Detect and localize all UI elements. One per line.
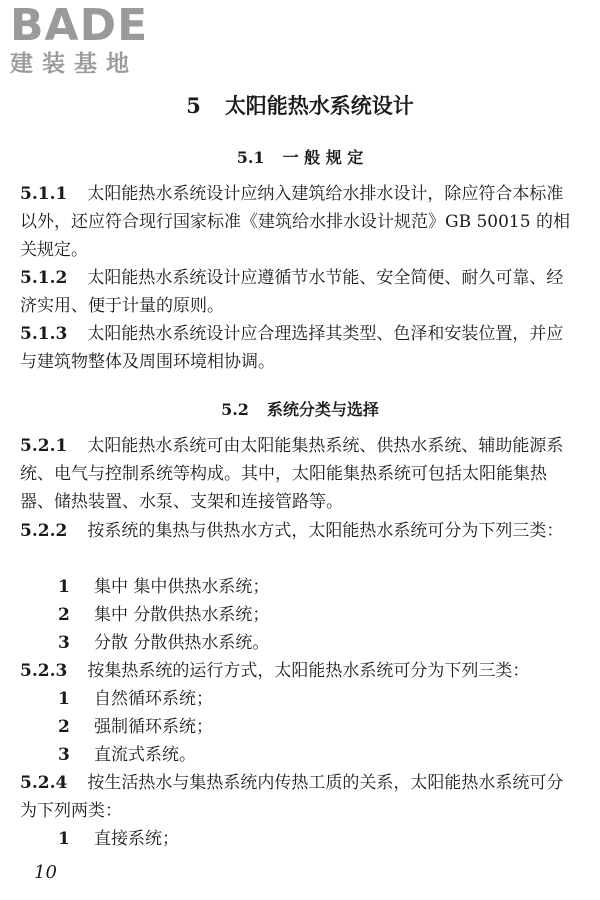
list-item-text: 分散 分散供热水系统。: [94, 633, 270, 653]
clause-5-1-2: [20, 264, 580, 320]
clause-text: 按系统的集热与供热水方式，太阳能热水系统可分为下列三类：: [87, 521, 564, 541]
list-item: [58, 573, 269, 601]
clause-5-1-3: [20, 320, 580, 376]
list-item-number: 1: [58, 689, 70, 709]
clause-5-2-3: [20, 657, 580, 685]
clause-number: 5.1.2: [20, 268, 68, 288]
list-item-number: 2: [58, 717, 70, 737]
chapter-number: 5: [186, 93, 201, 118]
section-heading-5-1: [0, 145, 600, 168]
list-item-text: 直接系统；: [94, 829, 179, 849]
clause-text: 太阳能热水系统设计应遵循节水节能、安全简便、耐久可靠、经济实用、便于计量的原则。: [20, 268, 564, 316]
clause-number: 5.1.3: [20, 324, 68, 344]
section-heading-5-2: [0, 397, 600, 420]
clause-number: 5.1.1: [20, 184, 68, 204]
clause-5-1-1: [20, 180, 580, 264]
list-item-text: 自然循环系统；: [94, 689, 213, 709]
list-item-number: 1: [58, 829, 70, 849]
list-item: [58, 601, 269, 629]
list-item-text: 集中 集中供热水系统；: [94, 577, 270, 597]
clause-5-2-1: [20, 432, 580, 516]
section-number: 5.1: [236, 148, 265, 167]
clause-number: 5.2.4: [20, 773, 68, 793]
list-item-text: 集中 分散供热水系统；: [94, 605, 270, 625]
clause-number: 5.2.3: [20, 661, 68, 681]
clause-text: 按生活热水与集热系统内传热工质的关系，太阳能热水系统可分为下列两类：: [20, 773, 564, 821]
section-title: 一 般 规 定: [282, 148, 364, 167]
list-item-number: 3: [58, 633, 70, 653]
clause-5-2-4: [20, 769, 580, 825]
section-title: 系统分类与选择: [266, 400, 379, 419]
publisher-logo: [10, 0, 149, 78]
section-number: 5.2: [221, 400, 249, 419]
list-item: [58, 685, 213, 713]
clause-text: 太阳能热水系统设计应纳入建筑给水排水设计，除应符合本标准以外，还应符合现行国家标准《建筑给水排水设计规范》GB 50015 的相关规定。: [20, 184, 570, 260]
logo-mark: BADE: [10, 0, 149, 51]
list-item-number: 2: [58, 605, 70, 625]
clause-number: 5.2.2: [20, 521, 68, 541]
chapter-title: [0, 90, 600, 120]
list-item: [58, 629, 269, 657]
clause-text: 按集热系统的运行方式，太阳能热水系统可分为下列三类：: [87, 661, 530, 681]
clause-number: 5.2.1: [20, 436, 68, 456]
clause-5-2-2: [20, 517, 580, 545]
list-item: [58, 825, 179, 853]
clause-text: 太阳能热水系统可由太阳能集热系统、供热水系统、辅助能源系统、电气与控制系统等构成。其中，太阳能集热系统可包括太阳能集热器、储热装置、水泵、支架和连接管路等。: [20, 436, 564, 512]
list-item-text: 强制循环系统；: [94, 717, 213, 737]
list-item-number: 1: [58, 577, 70, 597]
chapter-title-text: 太阳能热水系统设计: [224, 93, 414, 118]
list-item-number: 3: [58, 745, 70, 765]
clause-text: 太阳能热水系统设计应合理选择其类型、色泽和安装位置，并应与建筑物整体及周围环境相协调。: [20, 324, 564, 372]
logo-subtitle: 建装基地: [10, 51, 138, 77]
list-item: [58, 713, 213, 741]
list-item-text: 直流式系统。: [94, 745, 196, 765]
list-item: [58, 741, 196, 769]
page-number: 10: [34, 862, 57, 883]
